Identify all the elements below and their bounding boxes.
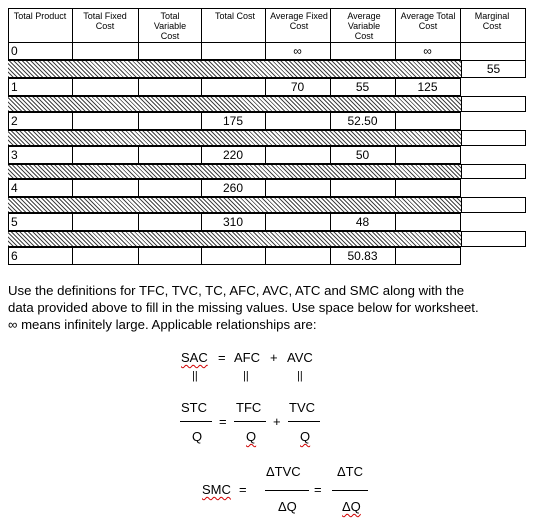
- row-line: [8, 179, 460, 180]
- atc-cell: ∞: [423, 44, 432, 58]
- afc-cell: ∞: [293, 44, 302, 58]
- q-denominator: Q: [192, 429, 203, 444]
- atc-cell: 125: [417, 80, 438, 94]
- column-line: [395, 8, 396, 42]
- avc-cell: 48: [355, 215, 370, 229]
- column-line: [460, 112, 461, 130]
- column-line: [138, 213, 139, 231]
- column-line: [460, 78, 461, 96]
- column-line: [72, 42, 73, 60]
- marginal-cost-cell: [461, 231, 526, 247]
- smc-label: SMC: [202, 482, 231, 497]
- column-line: [395, 112, 396, 130]
- column-line: [265, 247, 266, 265]
- equals-sign: =: [239, 482, 247, 497]
- column-line: [395, 146, 396, 164]
- parallel-mark: ||: [243, 370, 249, 382]
- equals-sign: =: [314, 482, 322, 497]
- instructions-line-3: ∞ means infinitely large. Applicable relationships are:: [8, 317, 317, 332]
- delta-tc-label: ΔTC: [337, 464, 364, 479]
- column-line: [138, 179, 139, 197]
- sac-label: SAC: [181, 350, 208, 365]
- quantity-cell: 6: [11, 249, 18, 263]
- column-line: [395, 247, 396, 265]
- column-line: [138, 112, 139, 130]
- hatched-band: [8, 197, 526, 213]
- plus-sign: +: [270, 350, 278, 365]
- table-border: [8, 8, 526, 9]
- tc-cell: 175: [222, 114, 244, 128]
- instructions-line-2: data provided above to fill in the missing values. Use space below for worksheet.: [8, 300, 479, 315]
- column-line: [138, 247, 139, 265]
- column-line: [265, 179, 266, 197]
- tc-cell: 260: [222, 181, 244, 195]
- marginal-cost-cell: [461, 130, 526, 146]
- column-line: [460, 42, 461, 60]
- fraction-bar: [265, 490, 309, 491]
- quantity-cell: 0: [11, 44, 18, 58]
- column-line: [201, 8, 202, 42]
- marginal-cost-cell: [461, 164, 526, 179]
- header-total-cost: Total Cost: [214, 11, 256, 21]
- column-line: [460, 146, 461, 164]
- quantity-cell: 3: [11, 148, 18, 162]
- row-line: [8, 213, 460, 214]
- quantity-cell: 5: [11, 215, 18, 229]
- column-line: [138, 146, 139, 164]
- marginal-cost-cell: [461, 197, 526, 213]
- row-line: [8, 264, 460, 265]
- fraction-bar: [234, 421, 266, 422]
- column-line: [460, 179, 461, 197]
- afc-cell: 70: [290, 80, 305, 94]
- column-line: [201, 42, 202, 60]
- tc-cell: 310: [222, 215, 244, 229]
- column-line: [330, 42, 331, 60]
- tfc-label: TFC: [236, 400, 262, 415]
- parallel-mark: ||: [192, 370, 198, 382]
- column-line: [265, 213, 266, 231]
- column-line: [72, 146, 73, 164]
- header-marginal-cost: Marginal Cost: [474, 11, 510, 31]
- header-average-fixed-cost: Average Fixed Cost: [270, 11, 328, 31]
- column-line: [265, 146, 266, 164]
- delta-q-label: ΔQ: [342, 499, 361, 514]
- row-line: [8, 247, 460, 248]
- column-line: [72, 112, 73, 130]
- equals-sign: =: [218, 350, 226, 365]
- header-total-fixed-cost: Total Fixed Cost: [83, 11, 127, 31]
- column-line: [395, 213, 396, 231]
- tvc-label: TVC: [289, 400, 315, 415]
- hatched-band: [8, 231, 526, 247]
- column-line: [138, 8, 139, 42]
- row-line: [8, 42, 526, 43]
- avc-cell: 50.83: [347, 249, 378, 263]
- fraction-bar: [288, 421, 320, 422]
- tc-cell: 220: [222, 148, 244, 162]
- avc-cell: 52.50: [347, 114, 378, 128]
- row-line: [8, 146, 460, 147]
- hatched-band: [8, 130, 526, 146]
- column-line: [138, 78, 139, 96]
- column-line: [72, 213, 73, 231]
- column-line: [265, 8, 266, 42]
- header-average-variable-cost: Average Variable Cost: [347, 11, 381, 41]
- instructions-line-1: Use the definitions for TFC, TVC, TC, AFC, AVC, ATC and SMC along with the: [8, 283, 465, 298]
- fraction-bar: [180, 421, 212, 422]
- column-line: [72, 78, 73, 96]
- column-line: [330, 179, 331, 197]
- parallel-mark: ||: [297, 370, 303, 382]
- header-total-product: Total Product: [13, 11, 67, 21]
- column-line: [265, 112, 266, 130]
- column-line: [395, 179, 396, 197]
- hatched-band: [8, 164, 526, 179]
- q-denominator: Q: [246, 429, 257, 444]
- column-line: [460, 213, 461, 231]
- avc-label: AVC: [287, 350, 313, 365]
- quantity-cell: 1: [11, 80, 18, 94]
- plus-sign: +: [273, 414, 281, 429]
- header-average-total-cost: Average Total Cost: [400, 11, 456, 31]
- stc-label: STC: [181, 400, 207, 415]
- avc-cell: 50: [355, 148, 370, 162]
- column-line: [201, 247, 202, 265]
- column-line: [201, 78, 202, 96]
- column-line: [138, 42, 139, 60]
- q-denominator: Q: [300, 429, 311, 444]
- marginal-cost-value: 55: [486, 62, 501, 76]
- fraction-bar: [332, 490, 368, 491]
- row-line: [8, 78, 460, 79]
- quantity-cell: 4: [11, 181, 18, 195]
- delta-tvc-label: ΔTVC: [266, 464, 301, 479]
- delta-q-label: ΔQ: [278, 499, 297, 514]
- marginal-cost-cell: [461, 96, 526, 112]
- column-line: [460, 247, 461, 265]
- avc-cell: 55: [355, 80, 370, 94]
- hatched-band: [8, 96, 526, 112]
- column-line: [72, 247, 73, 265]
- header-total-variable-cost: Total Variable Cost: [153, 11, 187, 41]
- column-line: [72, 8, 73, 42]
- column-line: [525, 42, 526, 60]
- column-line: [460, 8, 461, 42]
- column-line: [72, 179, 73, 197]
- quantity-cell: 2: [11, 114, 18, 128]
- row-line: [8, 112, 460, 113]
- column-line: [330, 8, 331, 42]
- equals-sign: =: [219, 414, 227, 429]
- hatched-band: [8, 60, 526, 78]
- afc-label: AFC: [234, 350, 260, 365]
